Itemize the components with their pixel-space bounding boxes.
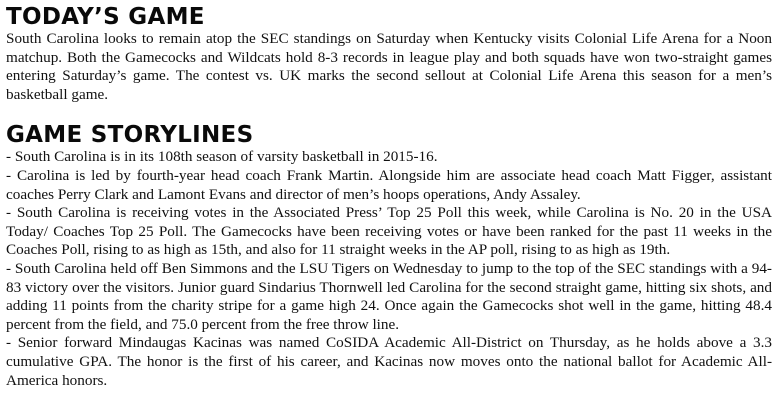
todays-game-section — [6, 4, 772, 104]
storyline-item: - Senior forward Mindaugas Kacinas was named CoSIDA Academic All-District on Thursday, as he holds above a 3.3 cumulative GPA. The honor is the first of his career, and Kacinas now moves onto the national ballot for Academic All-America honors. — [6, 334, 772, 389]
todays-game-body: South Carolina looks to remain atop the SEC standings on Saturday when Kentucky visits Colonial Life Arena for a Noon matchup. Both the Gamecocks and Wildcats hold 8-3 records in league play and both squads have won two-straight games entering Saturday’s game. The contest vs. UK marks the second sellout at Colonial Life Arena this season for a men’s basketball game. — [6, 30, 772, 103]
storyline-item: - South Carolina is receiving votes in the Associated Press’ Top 25 Poll this week, while Carolina is No. 20 in the USA Today/ Coaches Top 25 Poll. The Gamecocks have been receiving votes or have been ranked for the past 11 weeks in the Coaches Poll, rising to as high as 15th, and also for 11 straight weeks in the AP poll, rising to as high as 19th. — [6, 204, 772, 259]
storyline-item: - Carolina is led by fourth-year head coach Frank Martin. Alongside him are associate head coach Matt Figger, assistant coaches Perry Clark and Lamont Evans and director of men’s hoops operations, Andy Assaley. — [6, 166, 772, 203]
storyline-list — [6, 148, 772, 390]
todays-game-heading: TODAY’S GAME — [6, 4, 205, 30]
storyline-item: - South Carolina is in its 108th season of varsity basketball in 2015-16. — [6, 148, 438, 166]
game-storylines-section — [6, 122, 772, 390]
storyline-item: - South Carolina held off Ben Simmons and the LSU Tigers on Wednesday to jump to the top of the SEC standings with a 94-83 victory over the visitors. Junior guard Sindarius Thornwell led Carolina for the second straight game, hitting six shots, and adding 11 points from the charity stripe for a game high 24. Once again the Gamecocks shot well in the game, hitting 48.4 percent from the field, and 75.0 percent from the free throw line. — [6, 259, 772, 333]
game-storylines-heading: GAME STORYLINES — [6, 122, 254, 149]
document-page — [6, 4, 772, 390]
